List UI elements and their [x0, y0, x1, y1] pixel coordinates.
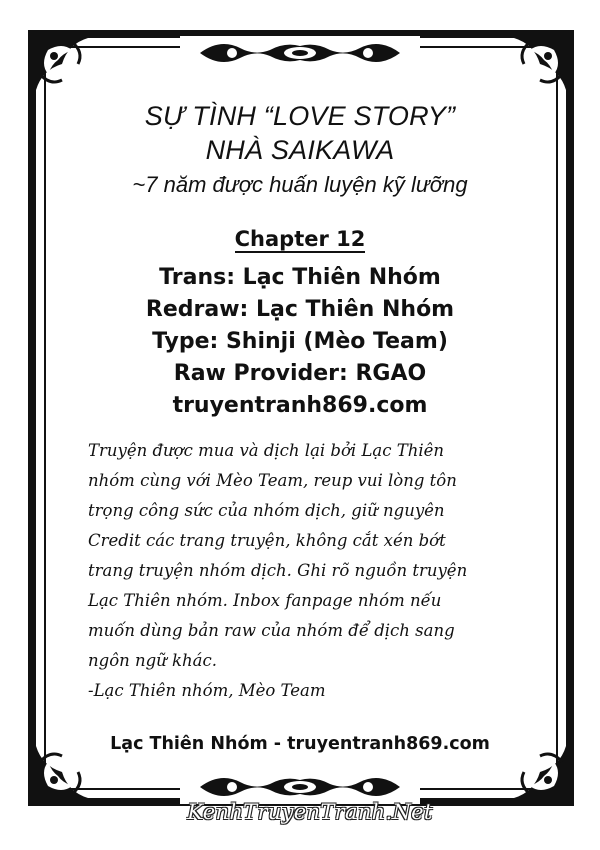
credit-type: Type: Shinji (Mèo Team)	[152, 329, 448, 354]
notice-line: Truyện được mua và dịch lại bởi Lạc Thiên	[88, 441, 445, 460]
watermark: KenhTruyenTranh.Net	[187, 800, 433, 824]
footer-text: Lạc Thiên Nhóm - truyentranh869.com	[110, 734, 490, 754]
credit-trans: Trans: Lạc Thiên Nhóm	[159, 265, 441, 290]
corner-ornament-icon	[28, 30, 98, 100]
notice-line: ngôn ngữ khác.	[88, 651, 218, 670]
chapter-heading	[60, 226, 540, 252]
title-line-2: NHÀ SAIKAWA	[205, 135, 395, 165]
credit-site: truyentranh869.com	[172, 393, 428, 418]
subtitle: ~7 năm được huấn luyện kỹ lưỡng	[132, 172, 468, 197]
scroll-ornament-icon	[180, 770, 420, 804]
credits-block	[60, 262, 540, 422]
scroll-ornament-icon	[180, 36, 420, 70]
notice-line: trang truyện nhóm dịch. Ghi rõ nguồn truyện	[88, 561, 468, 580]
notice-line: Credit các trang truyện, không cắt xén bớt	[88, 531, 446, 550]
chapter-label: Chapter 12	[234, 227, 366, 251]
notice-line: Lạc Thiên nhóm. Inbox fanpage nhóm nếu	[88, 591, 442, 610]
credit-raw-provider: Raw Provider: RGAO	[173, 361, 427, 386]
credit-redraw: Redraw: Lạc Thiên Nhóm	[145, 297, 455, 322]
title-line-1: SỰ TÌNH “LOVE STORY”	[144, 101, 456, 131]
notice-line: nhóm cùng với Mèo Team, reup vui lòng tôn	[88, 471, 457, 490]
notice-line: muốn dùng bản raw của nhóm để dịch sang	[88, 621, 455, 640]
notice-paragraph	[88, 436, 528, 706]
notice-signature: -Lạc Thiên nhóm, Mèo Team	[88, 681, 326, 700]
notice-line: trọng công sức của nhóm dịch, giữ nguyên	[88, 501, 445, 520]
corner-ornament-icon	[504, 30, 574, 100]
